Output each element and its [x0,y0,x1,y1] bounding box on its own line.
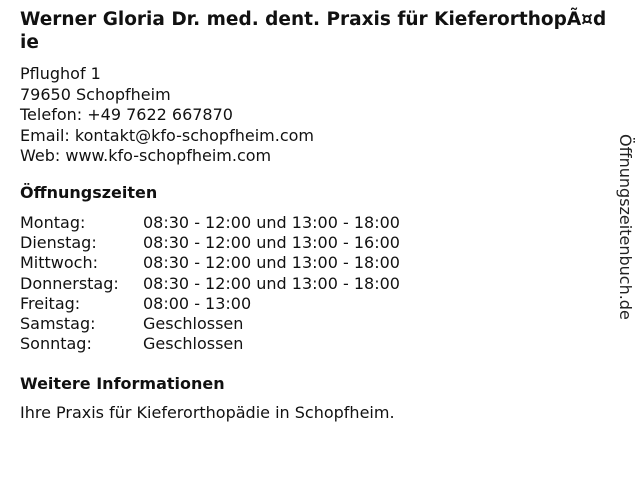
hours-time: Geschlossen [143,334,244,354]
hours-day: Freitag: [20,293,81,313]
opening-hours-heading: Öffnungszeiten [20,183,158,202]
hours-row-wednesday [20,253,400,273]
phone-line: Telefon: +49 7622 667870 [20,105,233,124]
hours-time: 08:30 - 12:00 und 13:00 - 16:00 [143,233,400,253]
website-line: Web: www.kfo-schopfheim.com [20,146,272,165]
hours-day: Montag: [20,213,86,232]
hours-row-tuesday [20,233,400,253]
hours-row-saturday [20,314,400,334]
hours-row-thursday [20,274,400,294]
hours-day: Sonntag: [20,334,92,354]
hours-day: Mittwoch: [20,253,98,273]
hours-day: Samstag: [20,314,96,334]
more-info-text: Ihre Praxis für Kieferorthopädie in Schopfheim. [20,403,395,422]
hours-time: 08:30 - 12:00 und 13:00 - 18:00 [143,253,400,273]
hours-time: Geschlossen [143,314,244,334]
contact-block [20,64,314,167]
hours-time: 08:00 - 13:00 [143,293,252,313]
hours-row-monday [20,213,400,233]
hours-time: 08:30 - 12:00 und 13:00 - 18:00 [143,213,400,232]
site-watermark-label: Öffnungszeitenbuch.de [616,134,635,320]
hours-day: Dienstag: [20,233,97,253]
email-line: Email: kontakt@kfo-schopfheim.com [20,125,314,145]
practice-title: Werner Gloria Dr. med. dent. Praxis für KieferorthopÃ¤die [20,9,607,53]
hours-row-sunday [20,334,400,354]
hours-row-friday [20,294,400,314]
address-street: Pflughof 1 [20,64,101,83]
opening-hours-table [20,213,400,354]
address-city: 79650 Schopfheim [20,84,171,104]
hours-day: Donnerstag: [20,273,119,293]
more-info-heading: Weitere Informationen [20,374,225,393]
hours-time: 08:30 - 12:00 und 13:00 - 18:00 [143,273,400,293]
